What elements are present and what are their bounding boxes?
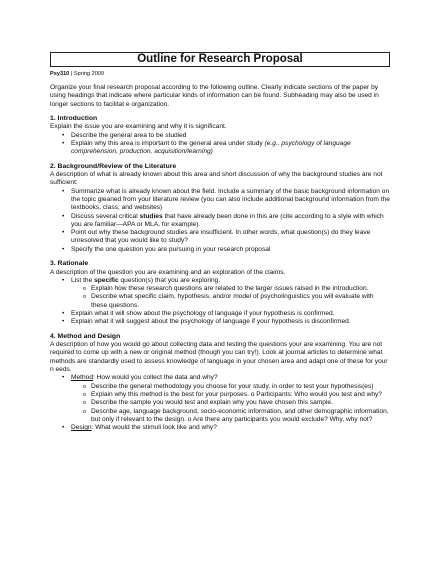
bullet-list <box>50 374 390 432</box>
list-item <box>50 213 390 230</box>
list-item-emphasis: specific <box>94 276 119 284</box>
bullet-list <box>50 277 390 327</box>
list-item-example: (e.g., psychology of language comprehension, production, acquisition/learning) <box>71 139 351 156</box>
document-page <box>50 52 390 438</box>
list-item <box>50 140 390 157</box>
sub-list-item: o Explain why this method is the best for your purposes. o Participants: Who would you test and why? <box>50 391 390 399</box>
section-heading: 3. Rationale <box>50 260 89 268</box>
section-heading: 1. Introduction <box>50 114 98 122</box>
bullet-list <box>50 132 390 157</box>
bullet-list <box>50 188 390 254</box>
design-label: Design <box>71 424 92 432</box>
section-desc: A description of the question you are examining and an exploration of the claims. <box>50 268 286 276</box>
section-heading: 4. Method and Design <box>50 332 121 340</box>
course-term: | Spring 2009 <box>69 71 105 77</box>
list-item: • Specify the one question you are pursuing in your research proposal <box>50 246 390 254</box>
list-item-text: that have already been done in this are (cite according to a style with which you are familiar—APA or MLA, for example). <box>71 212 384 228</box>
list-item <box>50 277 390 285</box>
list-item-text: Describe the general area to be studied <box>71 131 187 139</box>
list-item <box>50 424 390 432</box>
course-code: Psy310 <box>50 71 70 77</box>
section-heading: 2. Background/Review of the Literature <box>50 162 177 170</box>
list-item: • Point out why these background studies are insufficient. In other words, what question(s) do they leave unresolved that you would like to study? <box>50 229 390 246</box>
section-method <box>50 333 390 433</box>
list-item: • Explain what it will suggest about the psychology of language if your hypothesis is disconfirmed. <box>50 318 390 326</box>
list-item <box>50 374 390 382</box>
section-background <box>50 163 390 254</box>
section-introduction <box>50 115 390 157</box>
section-rationale <box>50 260 390 327</box>
section-desc: A description of how you would go about collecting data and testing the questions your are examining. You are not required to come up with a new or original method (though you can try!). Look at journal articles to determine what methods are standardly used to assess knowledge of language in your chosen area and adapt one of these for your n eeds. <box>50 341 388 374</box>
sub-list-item: o Describe the general methodology you choose for your study, in order to test your hypothesis(es) <box>50 383 390 391</box>
list-item-text: Explain why this area is important to the general area under study <box>71 139 265 147</box>
list-item-text: List the <box>71 276 95 284</box>
section-desc: Explain the issue you are examining and why it is significant. <box>50 123 227 131</box>
list-item: • Explain what it will show about the psychology of language if your hypothesis is confirmed. <box>50 310 390 318</box>
list-item-emphasis: studies <box>139 212 163 220</box>
page-title: Outline for Research Proposal <box>50 52 390 67</box>
sub-list-item: o Describe what specific claim, hypothesis, and/or model of psycholinguistics you will evaluate with these questions. <box>50 293 390 310</box>
list-item-text: question(s) that you are exploring. <box>118 276 221 284</box>
method-label: Method <box>71 374 93 382</box>
section-desc: A description of what is already known about this area and short discussion of why the background studies are not sufficient: <box>50 171 383 187</box>
course-line <box>50 71 390 78</box>
list-item-text: Discuss several critical <box>71 212 140 220</box>
list-item <box>50 132 390 140</box>
list-item-text: : How would you collect the data and why? <box>93 374 218 382</box>
list-item: • Summarize what is already known about the field. Include a summary of the basic background information on the topic gleaned from your literature review (you can also include additional background information from the textbooks, class, and websites) <box>50 188 390 213</box>
sub-list-item: o Explain how these research questions are related to the larger issues raised in the introduction. <box>50 285 390 293</box>
sub-list-item: o Describe age, language background, socio-economic information, and other demographic information, but only if relevant to the design. o Are there any participants you would exclude? Why, why not? <box>50 408 390 425</box>
list-item-text: : What would the stimuli look like and why? <box>91 424 217 432</box>
sub-list-item: o Describe the sample you would test and explain why you have chosen this sample. <box>50 399 390 407</box>
intro-paragraph: Organize your final research proposal according to the following outline. Clearly indicate sections of the paper by using headings that indicate where particular kinds of information can be found. Subheading may also be used in longer sections to facilitat e organization. <box>50 84 379 108</box>
